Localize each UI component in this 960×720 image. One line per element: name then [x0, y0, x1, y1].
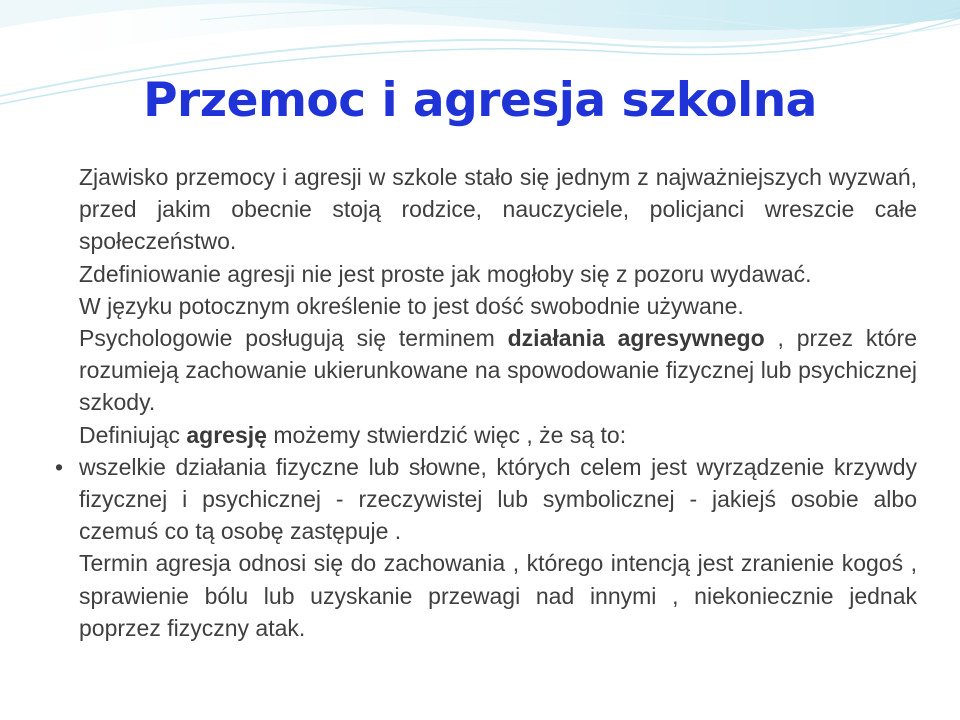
- term-aggressive-action: działania agresywnego: [507, 325, 765, 352]
- paragraph-definition-difficulty: Zdefiniowanie agresji nie jest proste jak mogłoby się z pozoru wydawać.: [79, 260, 812, 287]
- paragraph-defining-before: Definiując: [79, 421, 187, 448]
- term-aggression: agresję: [186, 421, 267, 448]
- slide-title: Przemoc i agresja szkolna: [143, 73, 817, 128]
- paragraph-closing: Termin agresja odnosi się do zachowania , którego intencją jest zranienie kogoś , sprawienie bólu lub uzyskanie przewagi nad innymi , niekoniecznie jednak poprzez fizyczny atak.: [79, 550, 917, 641]
- paragraph-psychologists-before: Psychologowie posługują się terminem: [79, 325, 508, 352]
- paragraph-intro: Zjawisko przemocy i agresji w szkole stało się jednym z najważniejszych wyzwań, przed jakim obecnie stoją rodzice, nauczyciele, policjanci wreszcie całe społeczeństwo.: [79, 164, 917, 255]
- slide-body: [55, 161, 918, 644]
- bullet-icon: •: [55, 453, 64, 480]
- paragraph-defining-aggression: [79, 419, 917, 451]
- paragraph-psychologists: [79, 322, 917, 419]
- bullet-text: wszelkie działania fizyczne lub słowne, których celem jest wyrządzenie krzywdy fizycznej i psychicznej - rzeczywistej lub symbolicznej - jakiejś osobie albo czemuś co tą osobę zastępuje .: [79, 453, 917, 545]
- bullet-item: [55, 451, 917, 548]
- paragraph-defining-after: możemy stwierdzić więc , że są to:: [266, 421, 627, 448]
- paragraph-psychologists-after: , przez które rozumieją zachowanie ukierunkowane na spowodowanie fizycznej lub psychicznej szkody.: [79, 325, 918, 416]
- paragraph-colloquial-use: W języku potocznym określenie to jest dość swobodnie używane.: [79, 292, 744, 319]
